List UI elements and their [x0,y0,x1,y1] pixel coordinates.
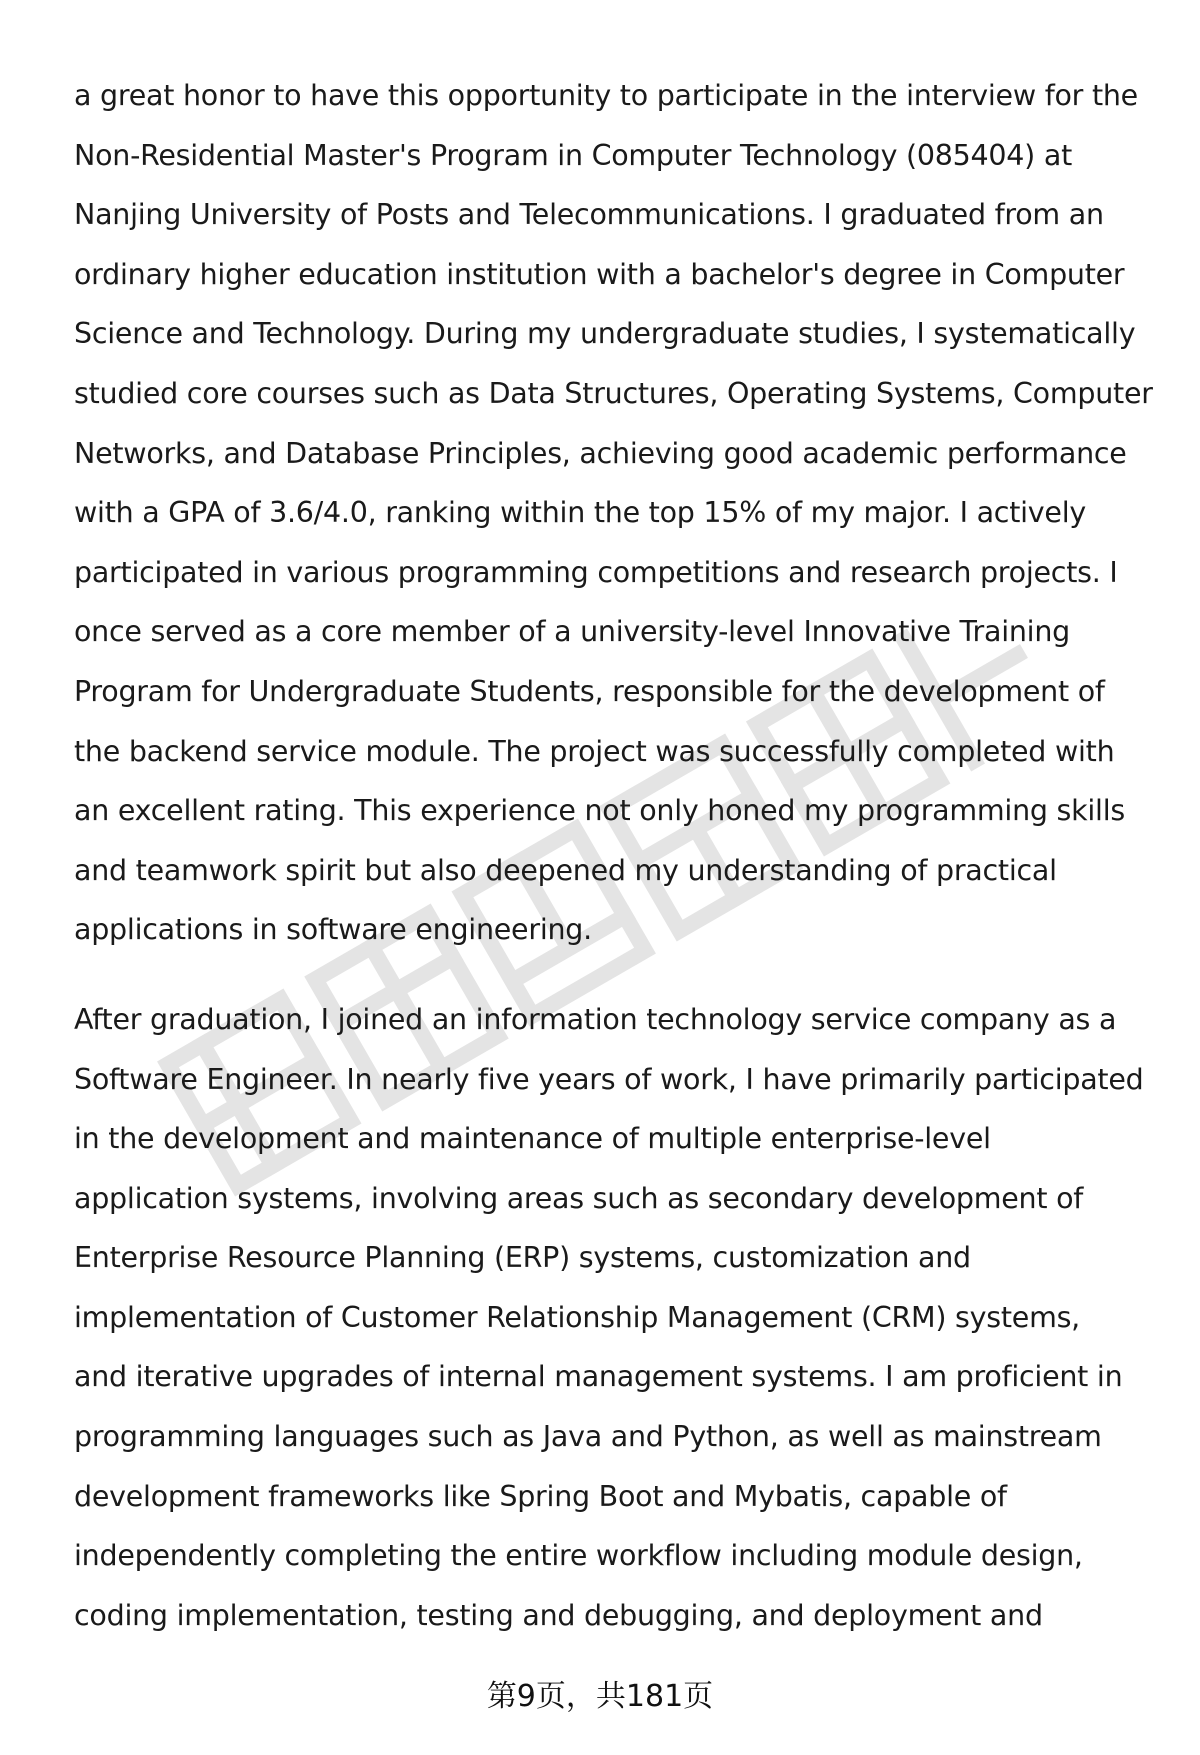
text-line: Program for Undergraduate Students, responsible for the development of [74,674,1105,708]
text-line: studied core courses such as Data Structures, Operating Systems, Computer [74,376,1153,410]
text-line: Non-Residential Master's Program in Computer Technology (085404) at [74,138,1072,172]
paragraph-2 [74,990,1160,1646]
text-line: Networks, and Database Principles, achieving good academic performance [74,436,1127,470]
text-line: independently completing the entire workflow including module design, [74,1539,1083,1573]
text-line: a great honor to have this opportunity to participate in the interview for the [74,79,1138,112]
text-line: programming languages such as Java and Python, as well as mainstream [74,1420,1102,1454]
text-line: Enterprise Resource Planning (ERP) systems, customization and [74,1241,971,1275]
text-line: Science and Technology. During my undergraduate studies, I systematically [74,317,1136,351]
text-line: development frameworks like Spring Boot and Mybatis, capable of [74,1479,1007,1513]
text-line: participated in various programming competitions and research projects. I [74,555,1118,589]
text-line: After graduation, I joined an information technology service company as a [74,1002,1117,1036]
text-line: with a GPA of 3.6/4.0, ranking within the top 15% of my major. I actively [74,496,1086,530]
text-line: and iterative upgrades of internal management systems. I am proficient in [74,1360,1123,1394]
text-line: in the development and maintenance of multiple enterprise-level [74,1122,991,1156]
text-line: application systems, involving areas such as secondary development of [74,1181,1084,1215]
text-line: and teamwork spirit but also deepened my understanding of practical [74,853,1057,887]
text-line: Nanjing University of Posts and Telecommunications. I graduated from an [74,198,1104,232]
text-line: Software Engineer. In nearly five years of work, I have primarily participated [74,1062,1144,1096]
text-line: coding implementation, testing and debugging, and deployment and [74,1598,1043,1632]
document-body [74,66,1160,1645]
page-number: 第9页，共181页 [486,1679,714,1714]
text-line: an excellent rating. This experience not only honed my programming skills [74,794,1125,828]
text-line: ordinary higher education institution with a bachelor's degree in Computer [74,257,1125,291]
text-line: applications in software engineering. [74,913,592,947]
paragraph-1 [74,66,1160,960]
text-line: implementation of Customer Relationship Management (CRM) systems, [74,1300,1080,1334]
text-line: the backend service module. The project was successfully completed with [74,734,1115,768]
text-line: once served as a core member of a university-level Innovative Training [74,615,1071,649]
